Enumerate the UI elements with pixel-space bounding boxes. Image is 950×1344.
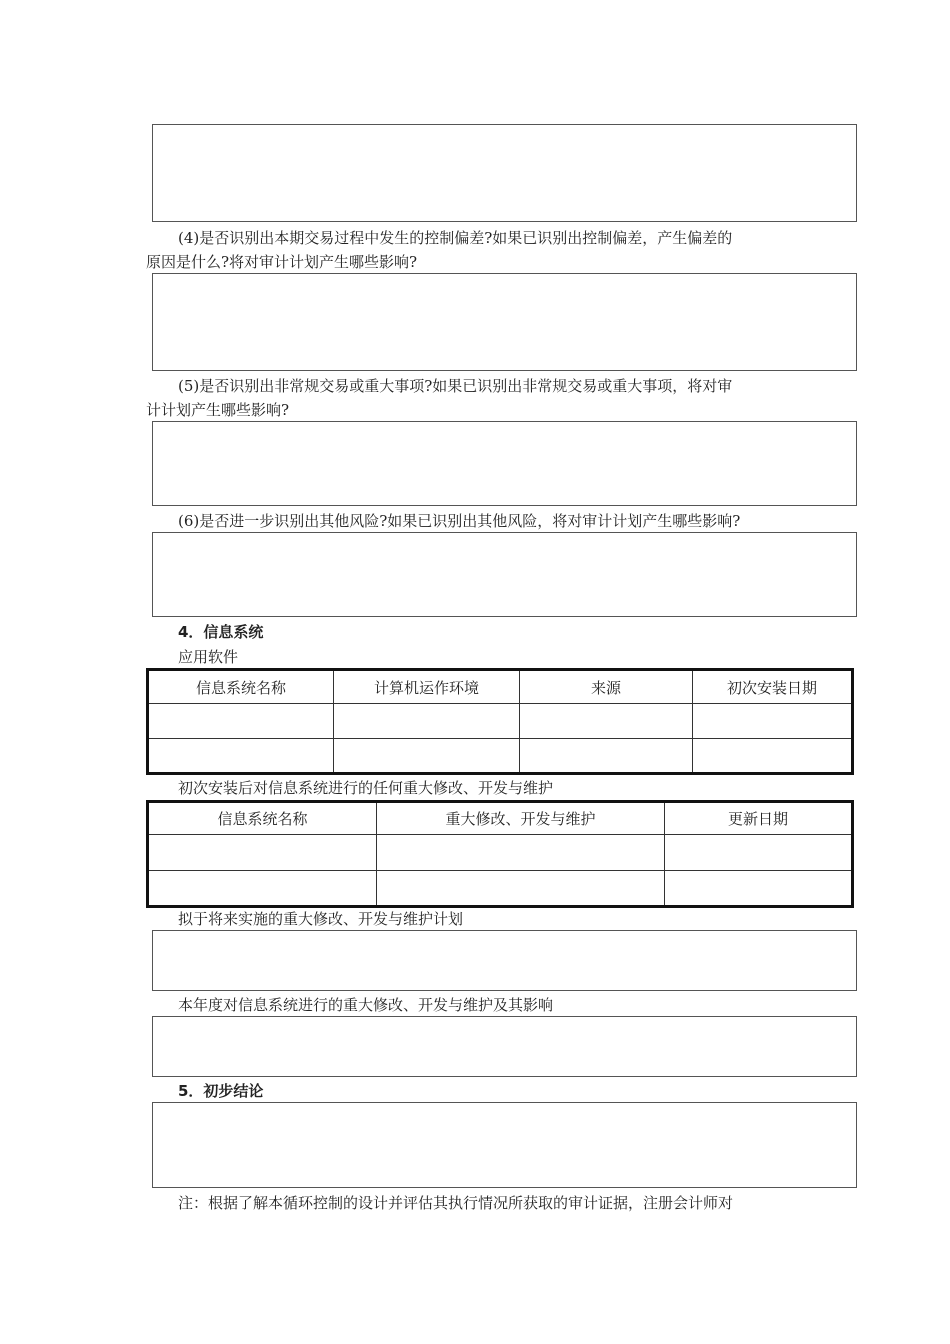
table-row (148, 871, 853, 907)
question-5-line2: 计计划产生哪些影响? (146, 401, 290, 419)
table-cell[interactable] (693, 704, 853, 739)
table-cell[interactable] (334, 704, 520, 739)
answer-box-4[interactable] (152, 273, 857, 371)
table-cell[interactable] (148, 835, 377, 871)
answer-box-3[interactable] (152, 124, 857, 222)
future-plan-label: 拟于将来实施的重大修改、开发与维护计划 (178, 910, 464, 928)
column-header: 更新日期 (665, 802, 853, 835)
question-5-line1: (5)是否识别出非常规交易或重大事项?如果已识别出非常规交易或重大事项，将对审 (178, 377, 733, 395)
table-row (148, 739, 853, 774)
future-plan-box[interactable] (152, 930, 857, 991)
note-text: 注：根据了解本循环控制的设计并评估其执行情况所获取的审计证据，注册会计师对 (178, 1194, 734, 1212)
table-row (148, 835, 853, 871)
table-cell[interactable] (665, 835, 853, 871)
column-header: 初次安装日期 (693, 670, 853, 704)
table-cell[interactable] (148, 739, 334, 774)
conclusion-box[interactable] (152, 1102, 857, 1188)
table-header-row (148, 802, 853, 835)
table-header-row (148, 670, 853, 704)
changes-label: 初次安装后对信息系统进行的任何重大修改、开发与维护 (178, 779, 554, 797)
table-cell[interactable] (377, 835, 665, 871)
table-cell[interactable] (665, 871, 853, 907)
column-header: 计算机运作环境 (334, 670, 520, 704)
column-header: 信息系统名称 (148, 802, 377, 835)
column-header: 信息系统名称 (148, 670, 334, 704)
system-changes-table (146, 800, 854, 908)
table-cell[interactable] (520, 739, 693, 774)
table-row (148, 704, 853, 739)
table-cell[interactable] (148, 704, 334, 739)
table-cell[interactable] (693, 739, 853, 774)
table-cell[interactable] (520, 704, 693, 739)
table-cell[interactable] (148, 871, 377, 907)
question-4-line2: 原因是什么?将对审计计划产生哪些影响? (146, 253, 418, 271)
application-software-table (146, 668, 854, 775)
application-software-label: 应用软件 (178, 648, 239, 666)
column-header: 来源 (520, 670, 693, 704)
column-header: 重大修改、开发与维护 (377, 802, 665, 835)
table-cell[interactable] (377, 871, 665, 907)
answer-box-5[interactable] (152, 421, 857, 506)
table-cell[interactable] (334, 739, 520, 774)
this-year-changes-box[interactable] (152, 1016, 857, 1077)
question-4-line1: (4)是否识别出本期交易过程中发生的控制偏差?如果已识别出控制偏差，产生偏差的 (178, 229, 733, 247)
answer-box-6[interactable] (152, 532, 857, 617)
section-4-heading: 4．信息系统 (178, 623, 264, 641)
question-6-line1: (6)是否进一步识别出其他风险?如果已识别出其他风险，将对审计计划产生哪些影响? (178, 512, 741, 530)
this-year-changes-label: 本年度对信息系统进行的重大修改、开发与维护及其影响 (178, 996, 554, 1014)
section-5-heading: 5．初步结论 (178, 1082, 264, 1100)
